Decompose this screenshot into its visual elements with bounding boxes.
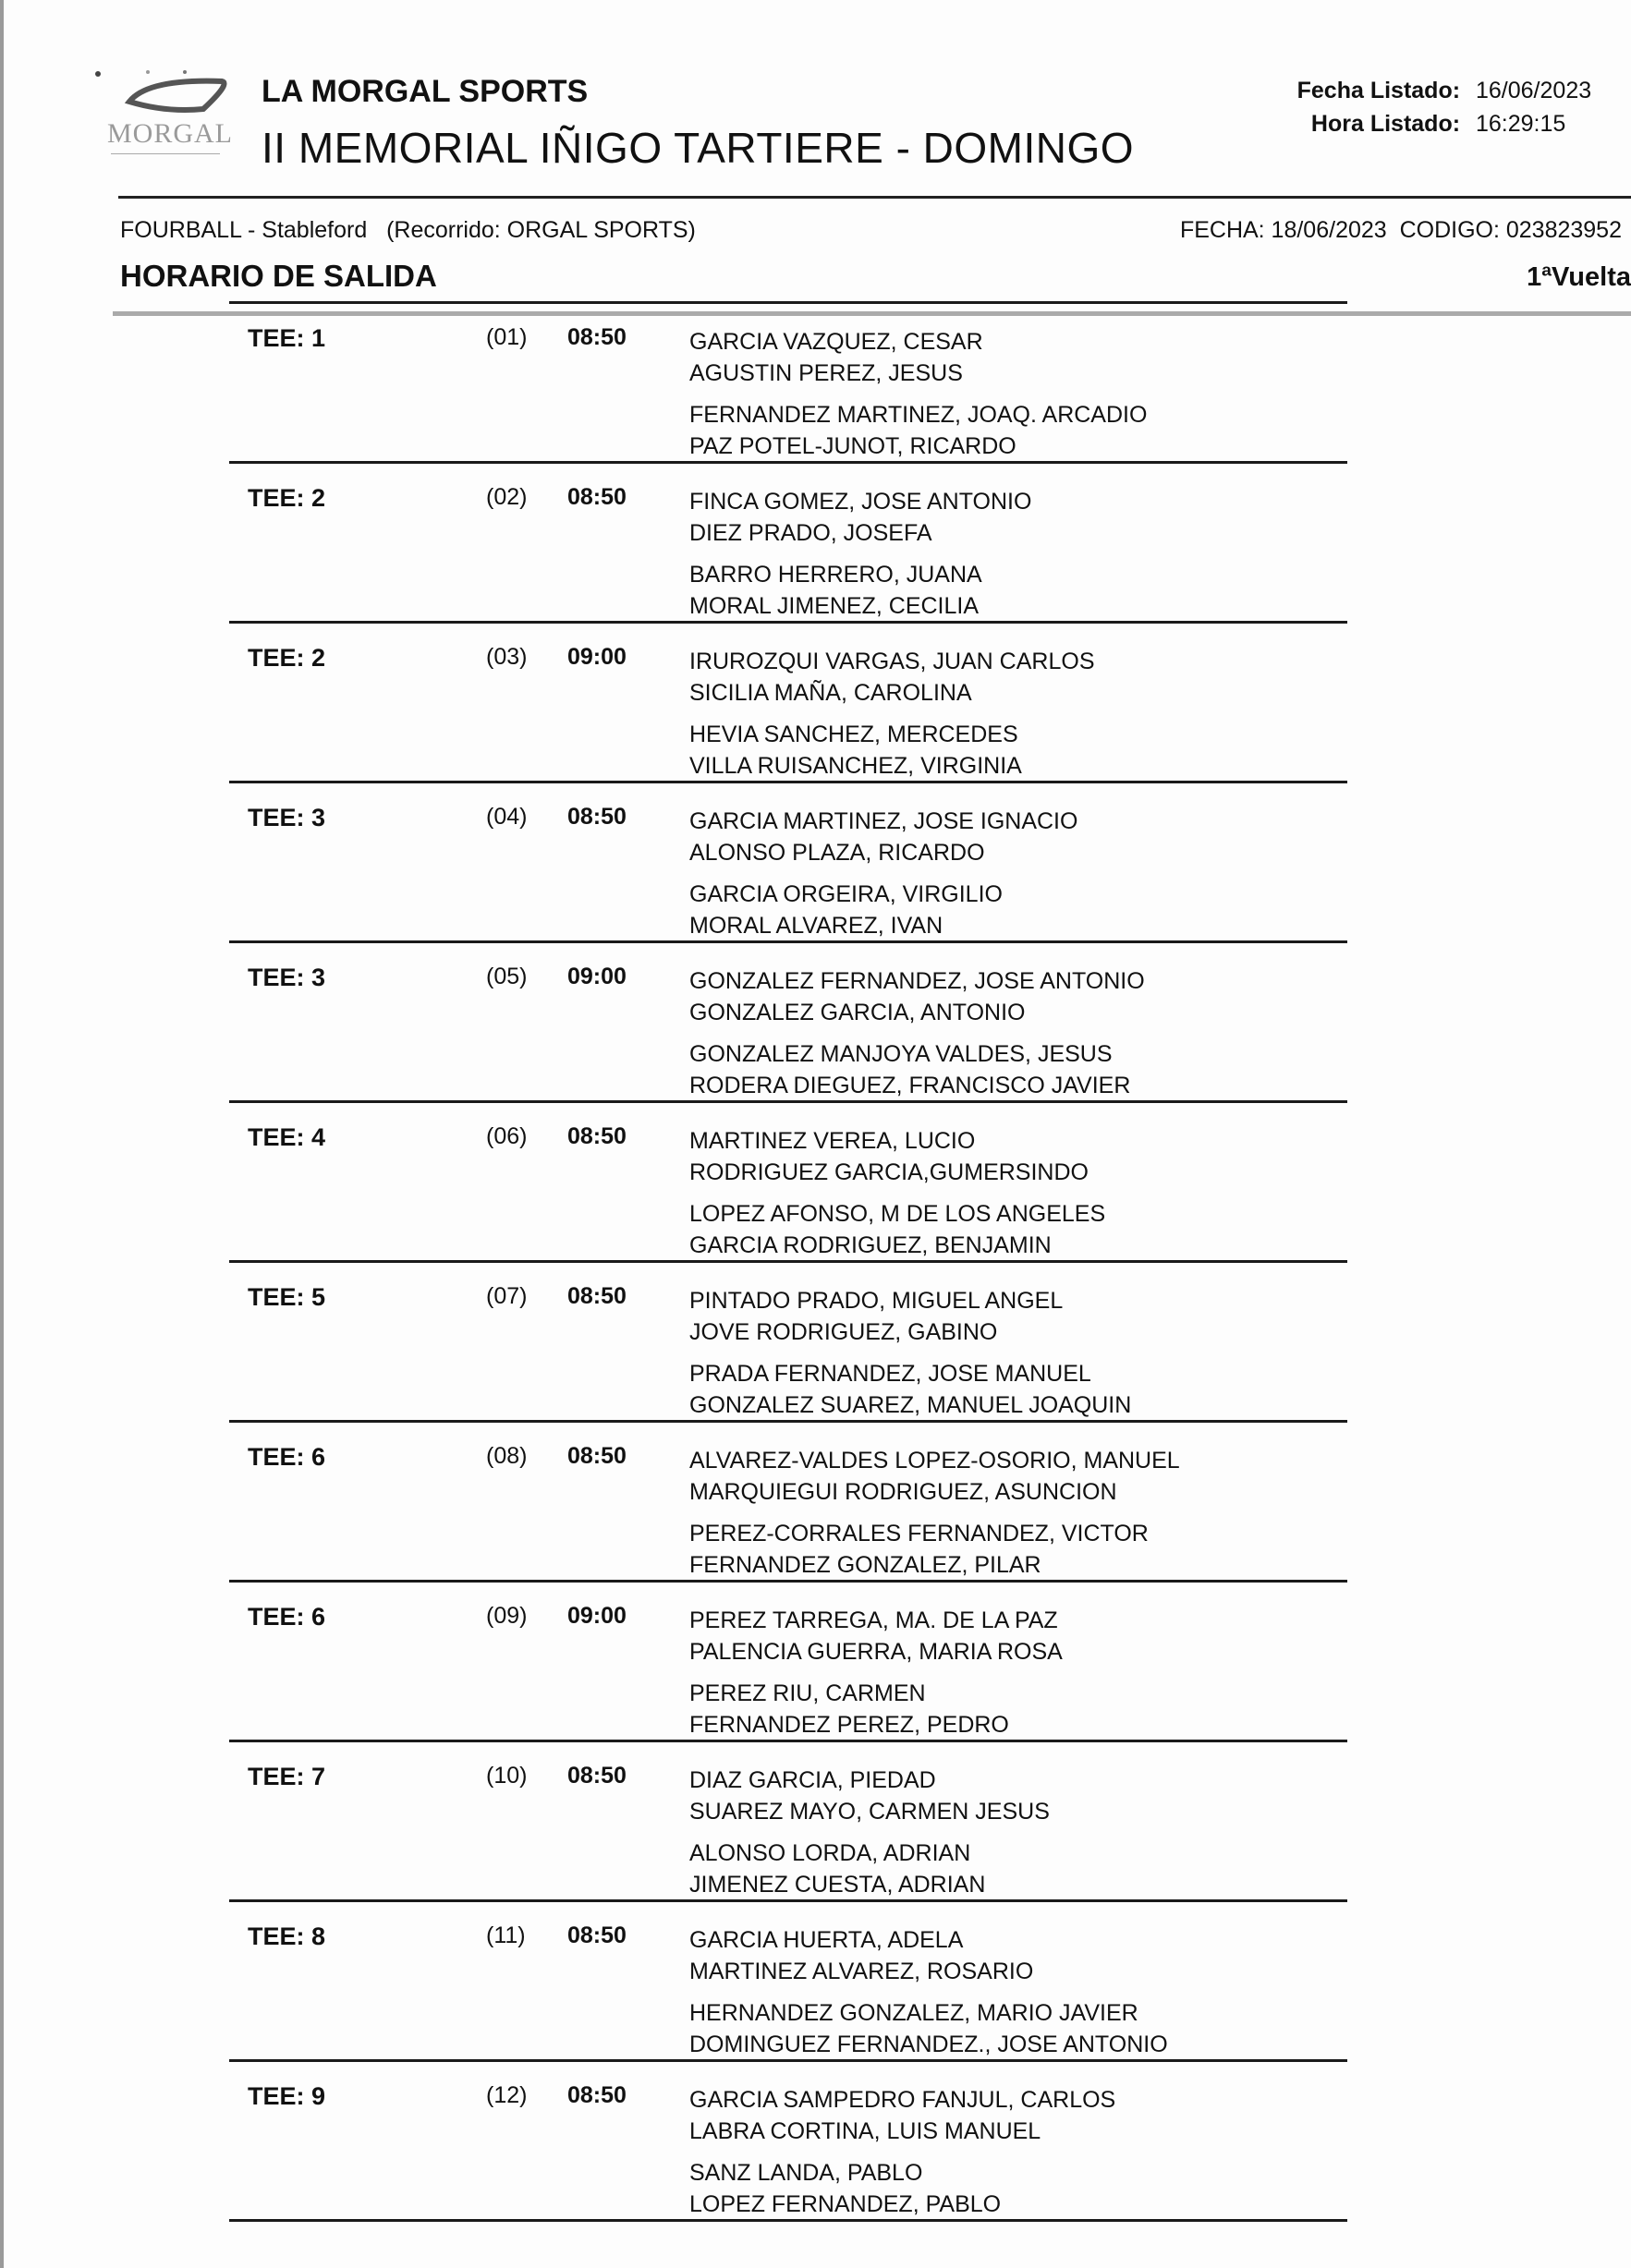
player-name: GARCIA SAMPEDRO FANJUL, CARLOS — [689, 2087, 1116, 2113]
player-pair — [689, 1445, 1180, 1508]
player-pair — [689, 1198, 1105, 1261]
player-name: FERNANDEZ PEREZ, PEDRO — [689, 1712, 1009, 1738]
player-name: LOPEZ FERNANDEZ, PABLO — [689, 2191, 1002, 2217]
player-name: GARCIA HUERTA, ADELA — [689, 1927, 964, 1953]
tee-group — [229, 940, 1347, 1100]
start-time: 08:50 — [567, 1763, 627, 1789]
tee-number: TEE: 5 — [248, 1283, 326, 1311]
player-name: PALENCIA GUERRA, MARIA ROSA — [689, 1639, 1063, 1665]
player-pair — [689, 1605, 1063, 1668]
player-pair — [689, 1837, 1050, 1900]
tee-group — [229, 1260, 1347, 1420]
tee-number: TEE: 8 — [248, 1922, 326, 1950]
page-edge — [0, 0, 4, 2268]
group-number: (02) — [486, 484, 528, 510]
player-name: MARQUIEGUI RODRIGUEZ, ASUNCION — [689, 1479, 1117, 1505]
player-name: IRUROZQUI VARGAS, JUAN CARLOS — [689, 649, 1095, 674]
player-name: GARCIA MARTINEZ, JOSE IGNACIO — [689, 808, 1078, 834]
tee-group — [229, 1420, 1347, 1580]
player-name: ALONSO LORDA, ADRIAN — [689, 1840, 971, 1866]
player-name: ALVAREZ-VALDES LOPEZ-OSORIO, MANUEL — [689, 1448, 1180, 1474]
player-name: RODERA DIEGUEZ, FRANCISCO JAVIER — [689, 1073, 1131, 1098]
fecha-listado-row — [1297, 74, 1614, 107]
tee-group — [229, 1899, 1347, 2059]
player-list — [689, 1125, 1105, 1271]
tee-number: TEE: 6 — [248, 1443, 326, 1471]
player-name: FERNANDEZ GONZALEZ, PILAR — [689, 1552, 1041, 1578]
player-list — [689, 1605, 1063, 1751]
hora-listado-label: Hora Listado: — [1310, 111, 1461, 137]
club-logo — [92, 65, 234, 166]
start-time: 09:00 — [567, 1603, 627, 1629]
player-name: BARRO HERRERO, JUANA — [689, 562, 982, 588]
tee-group — [229, 1740, 1347, 1899]
tee-number: TEE: 6 — [248, 1603, 326, 1631]
player-pair — [689, 1285, 1131, 1348]
player-pair — [689, 2157, 1115, 2220]
tee-number: TEE: 7 — [248, 1763, 326, 1790]
player-pair — [689, 399, 1147, 462]
player-name: FINCA GOMEZ, JOSE ANTONIO — [689, 489, 1032, 515]
player-name: RODRIGUEZ GARCIA,GUMERSINDO — [689, 1159, 1089, 1185]
group-number: (09) — [486, 1603, 528, 1629]
player-pair — [689, 2084, 1115, 2147]
event-title: II MEMORIAL IÑIGO TARTIERE - DOMINGO — [262, 124, 1135, 172]
player-pair — [689, 1125, 1105, 1188]
player-pair — [689, 646, 1095, 709]
player-list — [689, 2084, 1115, 2230]
tee-group — [229, 301, 1347, 461]
tee-times-table — [229, 301, 1347, 2222]
player-name: PINTADO PRADO, MIGUEL ANGEL — [689, 1288, 1064, 1314]
player-pair — [689, 965, 1145, 1028]
golf-swoosh-icon — [92, 65, 231, 120]
player-name: GARCIA VAZQUEZ, CESAR — [689, 329, 983, 355]
player-pair — [689, 559, 1031, 622]
start-time: 09:00 — [567, 964, 627, 989]
start-time: 08:50 — [567, 804, 627, 830]
group-number: (07) — [486, 1283, 528, 1309]
player-pair — [689, 806, 1077, 868]
player-pair — [689, 1038, 1145, 1101]
player-name: GONZALEZ FERNANDEZ, JOSE ANTONIO — [689, 968, 1145, 994]
player-pair — [689, 719, 1095, 782]
player-pair — [689, 1678, 1063, 1740]
competition-format: FOURBALL - Stableford (Recorrido: ORGAL SPORTS) — [120, 217, 696, 243]
start-time: 08:50 — [567, 324, 627, 350]
player-name: SANZ LANDA, PABLO — [689, 2160, 923, 2186]
player-name: HEVIA SANCHEZ, MERCEDES — [689, 722, 1018, 747]
player-list — [689, 806, 1077, 952]
tee-group — [229, 2059, 1347, 2219]
player-name: GARCIA RODRIGUEZ, BENJAMIN — [689, 1232, 1052, 1258]
player-name: PEREZ TARREGA, MA. DE LA PAZ — [689, 1607, 1058, 1633]
player-pair — [689, 879, 1077, 941]
player-list — [689, 326, 1147, 472]
player-name: MORAL ALVAREZ, IVAN — [689, 913, 943, 939]
start-time: 08:50 — [567, 1123, 627, 1149]
player-name: ALONSO PLAZA, RICARDO — [689, 840, 985, 866]
player-name: HERNANDEZ GONZALEZ, MARIO JAVIER — [689, 2000, 1138, 2026]
player-name: PRADA FERNANDEZ, JOSE MANUEL — [689, 1361, 1091, 1387]
tee-group — [229, 1100, 1347, 1260]
tee-number: TEE: 2 — [248, 644, 326, 672]
listing-meta — [1297, 74, 1614, 140]
hora-listado-row — [1297, 107, 1614, 140]
logo-underline — [111, 153, 220, 154]
start-time: 08:50 — [567, 484, 627, 510]
start-time: 09:00 — [567, 644, 627, 670]
group-number: (06) — [486, 1123, 528, 1149]
player-name: MARTINEZ ALVAREZ, ROSARIO — [689, 1959, 1034, 1984]
player-name: FERNANDEZ MARTINEZ, JOAQ. ARCADIO — [689, 402, 1148, 428]
player-name: DOMINGUEZ FERNANDEZ., JOSE ANTONIO — [689, 2031, 1168, 2057]
tee-number: TEE: 3 — [248, 804, 326, 831]
player-name: GARCIA ORGEIRA, VIRGILIO — [689, 881, 1003, 907]
player-name: GONZALEZ SUAREZ, MANUEL JOAQUIN — [689, 1392, 1132, 1418]
player-pair — [689, 1358, 1131, 1421]
group-number: (11) — [486, 1922, 526, 1948]
player-name: JIMENEZ CUESTA, ADRIAN — [689, 1872, 986, 1898]
start-time: 08:50 — [567, 1443, 627, 1469]
group-number: (08) — [486, 1443, 528, 1469]
player-name: SUAREZ MAYO, CARMEN JESUS — [689, 1799, 1050, 1825]
start-time: 08:50 — [567, 2082, 627, 2108]
player-pair — [689, 1518, 1180, 1581]
player-list — [689, 1924, 1168, 2070]
tee-group — [229, 461, 1347, 621]
section-title: HORARIO DE SALIDA — [120, 259, 437, 293]
player-name: SICILIA MAÑA, CAROLINA — [689, 680, 972, 706]
player-list — [689, 1765, 1050, 1910]
player-name: LOPEZ AFONSO, M DE LOS ANGELES — [689, 1201, 1106, 1227]
round-label: 1ªVuelta — [1527, 262, 1631, 292]
group-number: (03) — [486, 644, 528, 670]
player-name: GONZALEZ GARCIA, ANTONIO — [689, 1000, 1026, 1025]
group-number: (12) — [486, 2082, 528, 2108]
brand-name: LA MORGAL SPORTS — [262, 74, 589, 109]
hora-listado-value: 16:29:15 — [1476, 111, 1566, 137]
player-pair — [689, 1765, 1050, 1827]
group-number: (01) — [486, 324, 528, 350]
header-divider — [118, 196, 1631, 199]
fecha-listado-label: Fecha Listado: — [1296, 78, 1461, 103]
player-name: AGUSTIN PEREZ, JESUS — [689, 360, 963, 386]
player-name: PAZ POTEL-JUNOT, RICARDO — [689, 433, 1016, 459]
player-list — [689, 646, 1095, 792]
player-pair — [689, 326, 1147, 389]
player-name: DIAZ GARCIA, PIEDAD — [689, 1767, 936, 1793]
player-name: DIEZ PRADO, JOSEFA — [689, 520, 932, 546]
tee-number: TEE: 9 — [248, 2082, 326, 2110]
player-name: LABRA CORTINA, LUIS MANUEL — [689, 2118, 1041, 2144]
player-pair — [689, 1924, 1168, 1987]
tee-number: TEE: 4 — [248, 1123, 326, 1151]
player-name: PEREZ-CORRALES FERNANDEZ, VICTOR — [689, 1521, 1149, 1546]
player-name: MORAL JIMENEZ, CECILIA — [689, 593, 980, 619]
group-number: (05) — [486, 964, 528, 989]
player-pair — [689, 486, 1031, 549]
player-list — [689, 1445, 1180, 1591]
tee-number: TEE: 3 — [248, 964, 326, 991]
date-code: FECHA: 18/06/2023 CODIGO: 023823952 — [1179, 217, 1622, 243]
player-list — [689, 965, 1145, 1111]
player-name: MARTINEZ VEREA, LUCIO — [689, 1128, 976, 1154]
player-name: VILLA RUISANCHEZ, VIRGINIA — [689, 753, 1022, 779]
player-list — [689, 486, 1031, 632]
fecha-listado-value: 16/06/2023 — [1476, 78, 1592, 103]
start-time: 08:50 — [567, 1283, 627, 1309]
tee-number: TEE: 2 — [248, 484, 326, 512]
player-name: PEREZ RIU, CARMEN — [689, 1680, 926, 1706]
player-list — [689, 1285, 1131, 1431]
start-time: 08:50 — [567, 1922, 627, 1948]
tee-number: TEE: 1 — [248, 324, 326, 352]
logo-wordmark: MORGAL — [107, 118, 234, 149]
group-number: (10) — [486, 1763, 528, 1789]
group-number: (04) — [486, 804, 528, 830]
tee-group — [229, 1580, 1347, 1740]
player-name: JOVE RODRIGUEZ, GABINO — [689, 1319, 998, 1345]
tee-group — [229, 621, 1347, 781]
player-name: GONZALEZ MANJOYA VALDES, JESUS — [689, 1041, 1113, 1067]
tee-group — [229, 781, 1347, 940]
player-pair — [689, 1997, 1168, 2060]
